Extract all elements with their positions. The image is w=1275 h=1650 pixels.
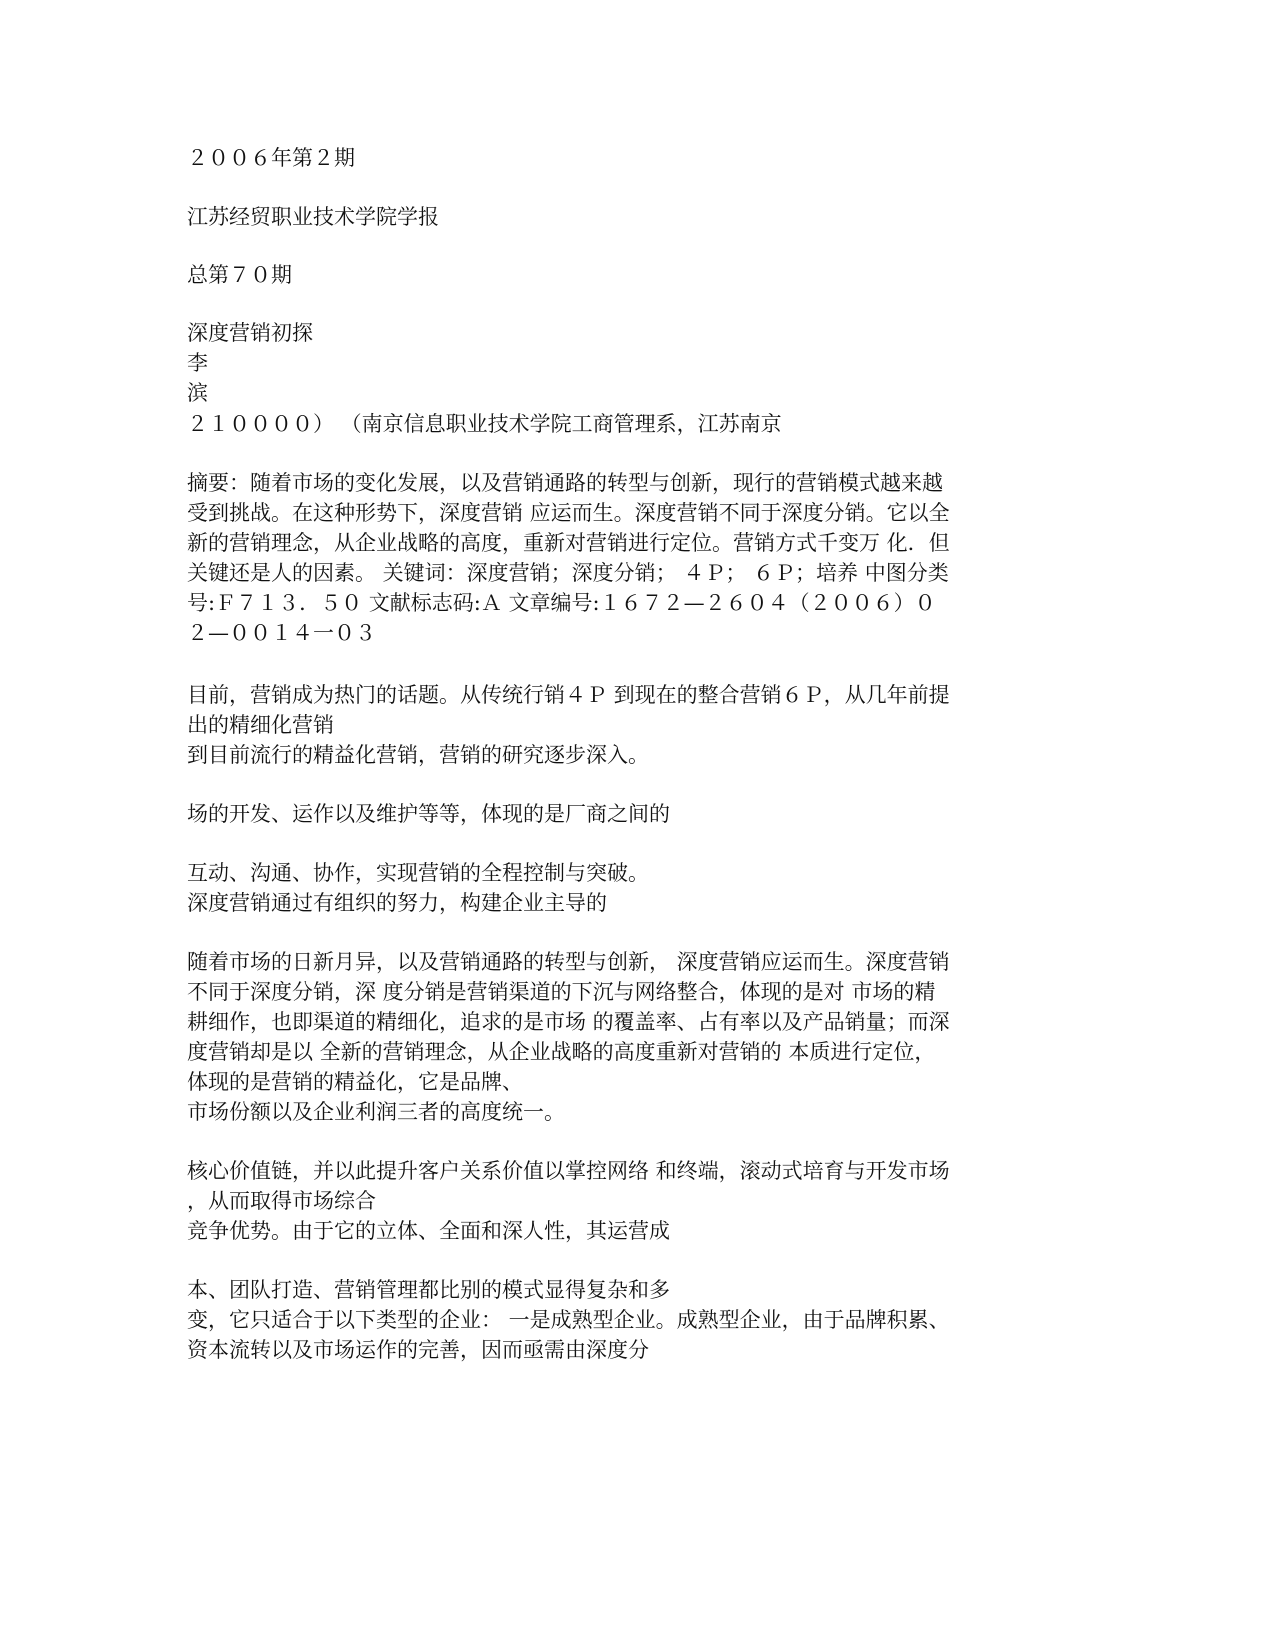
author-affiliation: ２１００００） （南京信息职业技术学院工商管理系，江苏南京 bbox=[187, 412, 782, 436]
article-title: 深度营销初探 bbox=[187, 321, 313, 345]
body-line: 市场份额以及企业利润三者的高度统一。 bbox=[187, 1100, 565, 1124]
body-line: 核心价值链，并以此提升客户关系价值以掌控网络 和终端，滚动式培育与开发市场 bbox=[187, 1159, 950, 1183]
body-line: 不同于深度分销，深 度分销是营销渠道的下沉与网络整合，体现的是对 市场的精 bbox=[187, 980, 936, 1004]
abstract-line: 号:Ｆ７１３．５０ 文献标志码:Ａ 文章编号:１６７２—２６０４（２００６）０ bbox=[187, 591, 936, 615]
abstract-line: ２—００１４一０３ bbox=[187, 621, 376, 645]
body-line: 度营销却是以 全新的营销理念，从企业战略的高度重新对营销的 本质进行定位， bbox=[187, 1040, 936, 1064]
body-line: 竞争优势。由于它的立体、全面和深人性，其运营成 bbox=[187, 1219, 670, 1243]
body-line: 深度营销通过有组织的努力，构建企业主导的 bbox=[187, 891, 607, 915]
body-line: 体现的是营销的精益化，它是品牌、 bbox=[187, 1070, 523, 1094]
journal-name: 江苏经贸职业技术学院学报 bbox=[187, 205, 439, 229]
abstract-line: 摘要：随着市场的变化发展，以及营销通路的转型与创新，现行的营销模式越来越 bbox=[187, 471, 943, 495]
body-line: 耕细作，也即渠道的精细化，追求的是市场 的覆盖率、占有率以及产品销量；而深 bbox=[187, 1010, 950, 1034]
body-line: 随着市场的日新月异，以及营销通路的转型与创新， 深度营销应运而生。深度营销 bbox=[187, 950, 950, 974]
author-name-part: 李 bbox=[187, 351, 208, 375]
abstract-line: 关键还是人的因素。 关键词：深度营销；深度分销； ４Ｐ； ６Ｐ；培养 中图分类 bbox=[187, 561, 949, 585]
body-line: 场的开发、运作以及维护等等，体现的是厂商之间的 bbox=[187, 802, 670, 826]
author-name-part: 滨 bbox=[187, 381, 208, 405]
body-line: 资本流转以及市场运作的完善，因而亟需由深度分 bbox=[187, 1338, 649, 1362]
body-line: 目前，营销成为热门的话题。从传统行销４Ｐ 到现在的整合营销６Ｐ，从几年前提 bbox=[187, 683, 950, 707]
abstract-line: 受到挑战。在这种形势下，深度营销 应运而生。深度营销不同于深度分销。它以全 bbox=[187, 501, 950, 525]
body-line: 本、团队打造、营销管理都比别的模式显得复杂和多 bbox=[187, 1278, 670, 1302]
body-line: 到目前流行的精益化营销，营销的研究逐步深入。 bbox=[187, 743, 649, 767]
body-line: 出的精细化营销 bbox=[187, 713, 334, 737]
abstract-line: 新的营销理念，从企业战略的高度，重新对营销进行定位。营销方式千变万 化．但 bbox=[187, 531, 950, 555]
body-line: 互动、沟通、协作，实现营销的全程控制与突破。 bbox=[187, 861, 649, 885]
body-line: ，从而取得市场综合 bbox=[187, 1189, 376, 1213]
total-issue-number: 总第７０期 bbox=[187, 263, 292, 287]
body-line: 变，它只适合于以下类型的企业： 一是成熟型企业。成熟型企业，由于品牌积累、 bbox=[187, 1308, 950, 1332]
issue-number: ２００６年第２期 bbox=[187, 146, 355, 170]
